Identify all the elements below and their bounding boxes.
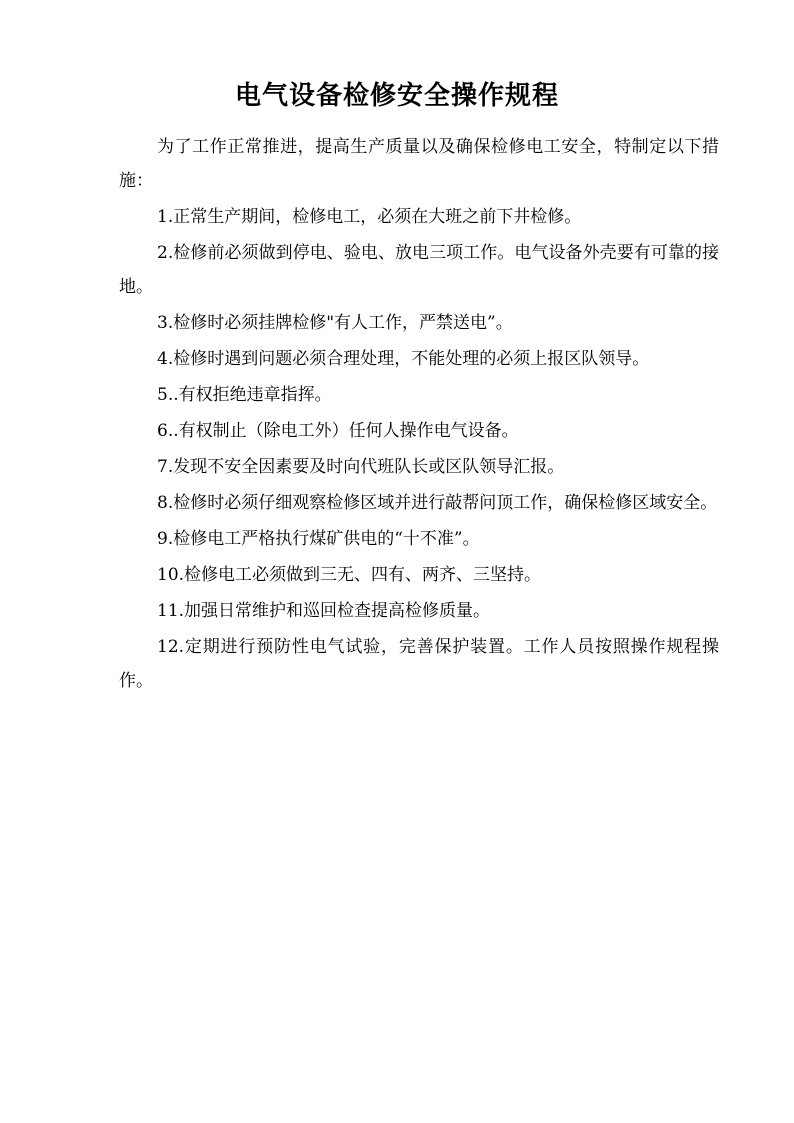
list-item: 12.定期进行预防性电气试验，完善保护装置。工作人员按照操作规程操作。 — [119, 637, 719, 691]
list-item: 4.检修时遇到问题必须合理处理，不能处理的必须上报区队领导。 — [157, 349, 650, 369]
list-item: 7.发现不安全因素要及时向代班队长或区队领导汇报。 — [157, 457, 565, 477]
document-body — [119, 130, 719, 700]
list-item: 1.正常生产期间，检修电工，必须在大班之前下井检修。 — [157, 207, 582, 227]
document-title: 电气设备检修安全操作规程 — [234, 81, 559, 111]
list-item: 6..有权制止（除电工外）任何人操作电气设备。 — [157, 421, 519, 441]
list-item: 11.加强日常维护和巡回检查提高检修质量。 — [157, 601, 491, 621]
list-item: 3.检修时必须挂牌检修"有人工作，严禁送电”。 — [157, 313, 513, 333]
list-item: 8.检修时必须仔细观察检修区域并进行敲帮问顶工作，确保检修区域安全。 — [157, 493, 718, 513]
list-item: 9.检修电工严格执行煤矿供电的“十不准”。 — [157, 529, 480, 549]
list-item: 2.检修前必须做到停电、验电、放电三项工作。电气设备外壳要有可靠的接地。 — [119, 243, 719, 297]
list-item: 10.检修电工必须做到三无、四有、两齐、三坚持。 — [157, 565, 542, 585]
list-item: 5..有权拒绝违章指挥。 — [157, 385, 332, 405]
intro-paragraph: 为了工作正常推进，提高生产质量以及确保检修电工安全，特制定以下措施： — [119, 137, 719, 191]
